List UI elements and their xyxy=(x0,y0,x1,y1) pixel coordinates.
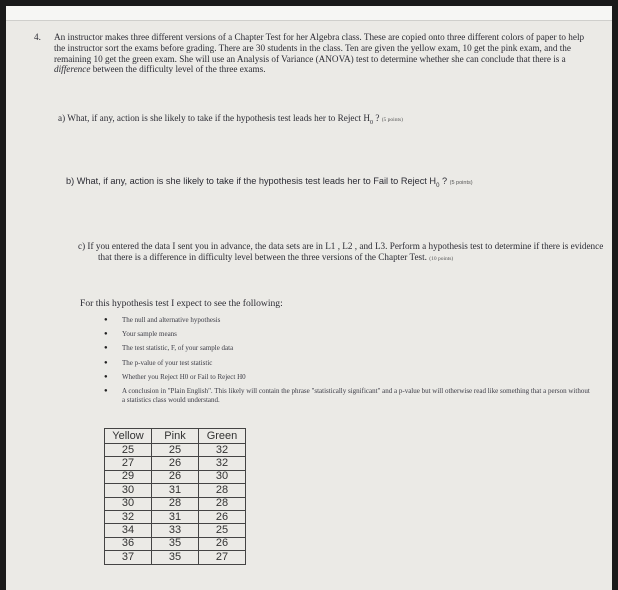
part-c xyxy=(78,241,618,265)
table-cell: 26 xyxy=(199,537,246,550)
table-cell: 28 xyxy=(152,497,199,510)
table-cell: 26 xyxy=(152,457,199,470)
scores-table xyxy=(104,428,246,565)
column-header-pink: Pink xyxy=(152,429,199,444)
part-a xyxy=(58,112,403,129)
table-cell: 37 xyxy=(105,551,152,564)
table-row xyxy=(105,444,246,457)
list-item: ● The p-value of your test statistic xyxy=(104,359,594,368)
emphasis-word: difference xyxy=(54,64,91,75)
table-cell: 35 xyxy=(152,537,199,550)
table-cell: 26 xyxy=(152,470,199,483)
list-item: ● A conclusion in "Plain English". This likely will contain the phrase "statistically significant" and a p-value but will otherwise read like something that a person without a statistics class would understand. xyxy=(104,387,594,404)
page-header-strip xyxy=(6,6,612,21)
part-a-sub: 0 xyxy=(370,119,374,126)
table-cell: 35 xyxy=(152,551,199,564)
table-row xyxy=(105,497,246,510)
part-b-sub: 0 xyxy=(436,182,440,189)
part-b xyxy=(66,176,473,189)
table-cell: 29 xyxy=(105,470,152,483)
table-cell: 33 xyxy=(152,524,199,537)
table-cell: 25 xyxy=(105,444,152,457)
table-row xyxy=(105,510,246,523)
table-header-row xyxy=(105,429,246,444)
list-item: ● The null and alternative hypothesis xyxy=(104,316,594,325)
table-cell: 25 xyxy=(152,444,199,457)
part-a-text: a) What, if any, action is she likely to take if the hypothesis test leads her to Reject H xyxy=(58,113,371,123)
table-cell: 30 xyxy=(105,497,152,510)
table-row xyxy=(105,537,246,550)
table-cell: 31 xyxy=(152,510,199,523)
part-c-text: c) If you entered the data I sent you in advance, the data sets are in L1 , L2 , and L3. Perform a hypothesis test to determine if there is evidence that there is a difference in difficulty level between the three versions of the Chapter Test. xyxy=(78,241,604,262)
expectation-list xyxy=(104,316,594,410)
table-row xyxy=(105,470,246,483)
list-item: ● The test statistic, F, of your sample data xyxy=(104,344,594,353)
part-a-tail: ? xyxy=(373,113,380,123)
column-header-yellow: Yellow xyxy=(105,429,152,444)
table-cell: 25 xyxy=(199,524,246,537)
table-row xyxy=(105,524,246,537)
table-cell: 31 xyxy=(152,484,199,497)
list-item: ● Your sample means xyxy=(104,330,594,339)
expect-heading: For this hypothesis test I expect to see the following: xyxy=(80,298,283,309)
part-c-points: (10 points) xyxy=(429,256,454,262)
table-cell: 32 xyxy=(199,444,246,457)
part-b-tail: ? xyxy=(439,176,448,186)
table-row xyxy=(105,457,246,470)
part-a-points: (5 points) xyxy=(381,117,403,123)
question-4-text: An instructor makes three different versions of a Chapter Test for her Algebra class. These are copied onto three different colors of paper to help the instructor sort the exams before grading. There are 30 students in the class. Ten are given the yellow exam, 10 get the pink exam, and the remaining 10 get the green exam. She will use an Analysis of Variance (ANOVA) test to determine whether she can conclude that there is a xyxy=(54,32,585,64)
part-b-points: (5 points) xyxy=(449,180,473,186)
table-cell: 32 xyxy=(105,510,152,523)
table-cell: 36 xyxy=(105,537,152,550)
table-cell: 30 xyxy=(199,470,246,483)
column-header-green: Green xyxy=(199,429,246,444)
worksheet-page xyxy=(6,6,612,590)
question-number: 4. xyxy=(34,32,41,42)
table-row xyxy=(105,551,246,564)
table-cell: 32 xyxy=(199,457,246,470)
table-cell: 30 xyxy=(105,484,152,497)
table-cell: 26 xyxy=(199,510,246,523)
question-4-text-end: between the difficulty level of the three exams. xyxy=(92,64,266,75)
table-cell: 27 xyxy=(105,457,152,470)
table-row xyxy=(105,484,246,497)
table-cell: 28 xyxy=(199,497,246,510)
table-cell: 34 xyxy=(105,524,152,537)
table-cell: 27 xyxy=(199,551,246,564)
part-b-text: b) What, if any, action is she likely to take if the hypothesis test leads her to Fail to Reject H xyxy=(66,176,437,186)
list-item: ● Whether you Reject H0 or Fail to Reject H0 xyxy=(104,373,594,382)
question-4 xyxy=(34,32,594,75)
table-cell: 28 xyxy=(199,484,246,497)
